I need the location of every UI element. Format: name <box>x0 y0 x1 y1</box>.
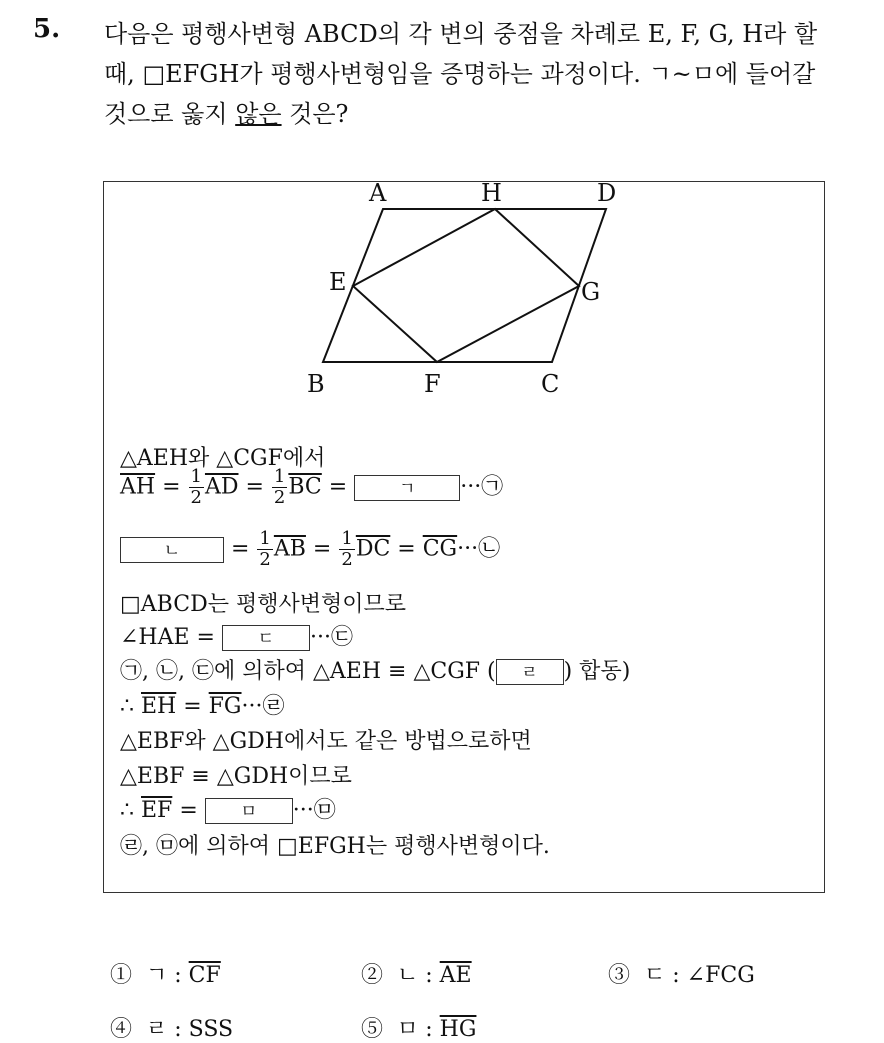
fraction-half <box>339 530 354 569</box>
proof-line-4: □ABCD는 평행사변형이므로 <box>120 592 406 617</box>
seg-eh: $\overline{EH}$ <box>141 694 177 719</box>
seg-ah: $\overline{AH}$ <box>120 474 156 500</box>
congruence-text: ㉠, ㉡, ㉢에 의하여 △AEH ≡ △CGF ( <box>120 659 496 684</box>
underlined-word: 않은 <box>235 100 282 128</box>
label-d: D <box>597 179 617 207</box>
proof-line-10 <box>120 793 336 824</box>
angle-hae: ∠HAE = <box>120 625 222 650</box>
proof-line-11: ㉣, ㉤에 의하여 □EFGH는 평행사변형이다. <box>120 834 550 859</box>
option-2[interactable] <box>361 958 472 989</box>
question-number: 5. <box>33 14 61 44</box>
eq: = <box>224 536 257 562</box>
label-c: C <box>541 370 560 398</box>
blank-2: ㄴ <box>120 537 224 563</box>
proof-line-2 <box>120 468 503 507</box>
question-line-1: 다음은 평행사변형 ABCD의 각 변의 중점을 차례로 E, F, G, H라 할 <box>104 20 818 48</box>
numerator: 1 <box>273 466 286 487</box>
option-key: ㄱ : <box>146 963 189 988</box>
numerator: 1 <box>190 466 202 487</box>
proof-line-6 <box>120 654 630 685</box>
therefore: ∴ <box>120 694 141 719</box>
label-e: E <box>329 268 347 296</box>
seg-ab: $\overline{AB}$ <box>273 536 306 562</box>
proof-line-5 <box>120 620 353 651</box>
dots-1: ···㉠ <box>460 474 504 500</box>
dots-5: ···㉤ <box>292 798 336 823</box>
option-key: ㄴ : <box>397 963 440 988</box>
eq: = <box>305 536 339 562</box>
option-value: $\overline{HG}$ <box>439 1017 477 1042</box>
dots-3: ···㉢ <box>310 625 353 650</box>
eq: = <box>172 798 205 823</box>
option-key: ㅁ : <box>397 1017 440 1042</box>
question-line-3b: 것은? <box>281 100 349 128</box>
blank-1: ㄱ <box>354 475 460 501</box>
question-line-2: 때, □EFGH가 평행사변형임을 증명하는 과정이다. ㄱ~ㅁ에 들어갈 <box>104 60 816 88</box>
blank-4: ㄹ <box>496 659 564 685</box>
fraction-half <box>272 468 287 507</box>
denominator: 2 <box>341 549 353 570</box>
fraction-half <box>257 530 272 569</box>
proof-line-9: △EBF ≡ △GDH이므로 <box>120 764 352 789</box>
numerator: 1 <box>341 528 353 549</box>
seg-ad: $\overline{AD}$ <box>204 474 239 500</box>
eq: = <box>238 474 271 500</box>
label-g: G <box>581 278 601 306</box>
therefore: ∴ <box>120 798 141 823</box>
congruence-tail: ) 합동) <box>563 659 631 684</box>
parallelogram-abcd <box>323 209 606 362</box>
blank-5: ㅁ <box>205 798 293 824</box>
eq: = <box>390 536 423 562</box>
seg-dc: $\overline{DC}$ <box>355 536 391 562</box>
option-1[interactable] <box>110 958 221 989</box>
fraction-half <box>189 468 204 507</box>
eq: = <box>155 474 188 500</box>
proof-line-3 <box>120 530 500 569</box>
numerator: 1 <box>259 528 271 549</box>
seg-cg: $\overline{CG}$ <box>422 536 458 562</box>
blank-3: ㄷ <box>222 625 310 651</box>
option-number: ⑤ <box>361 1017 384 1042</box>
label-a: A <box>369 179 387 207</box>
option-number: ③ <box>608 963 631 988</box>
dots-2: ···㉡ <box>457 536 501 562</box>
label-b: B <box>307 370 325 398</box>
proof-line-7 <box>120 689 285 720</box>
option-value: $\overline{CF}$ <box>188 963 221 988</box>
option-5[interactable] <box>361 1012 476 1043</box>
dots-4: ···㉣ <box>241 694 285 719</box>
option-3[interactable] <box>608 958 755 989</box>
option-4[interactable] <box>110 1012 233 1043</box>
seg-fg: $\overline{FG}$ <box>208 694 242 719</box>
option-value: SSS <box>188 1017 234 1042</box>
option-key: ㄹ : <box>146 1017 189 1042</box>
denominator: 2 <box>190 487 202 508</box>
option-number: ① <box>110 963 133 988</box>
option-value: $\overline{AE}$ <box>439 963 472 988</box>
seg-bc: $\overline{BC}$ <box>288 474 322 500</box>
denominator: 2 <box>273 487 286 508</box>
option-value: ∠FCG <box>686 963 755 988</box>
quadrilateral-efgh <box>353 209 579 362</box>
option-number: ② <box>361 963 384 988</box>
proof-line-8: △EBF와 △GDH에서도 같은 방법으로하면 <box>120 729 532 754</box>
label-f: F <box>424 370 441 398</box>
eq: = <box>176 694 209 719</box>
question-line-3a: 것으로 옳지 <box>104 100 236 128</box>
denominator: 2 <box>259 549 271 570</box>
option-key: ㄷ : <box>644 963 687 988</box>
eq: = <box>321 474 355 500</box>
option-number: ④ <box>110 1017 133 1042</box>
label-h: H <box>481 179 502 207</box>
proof-line-1: △AEH와 △CGF에서 <box>120 446 326 471</box>
seg-ef: $\overline{EF}$ <box>141 798 173 823</box>
